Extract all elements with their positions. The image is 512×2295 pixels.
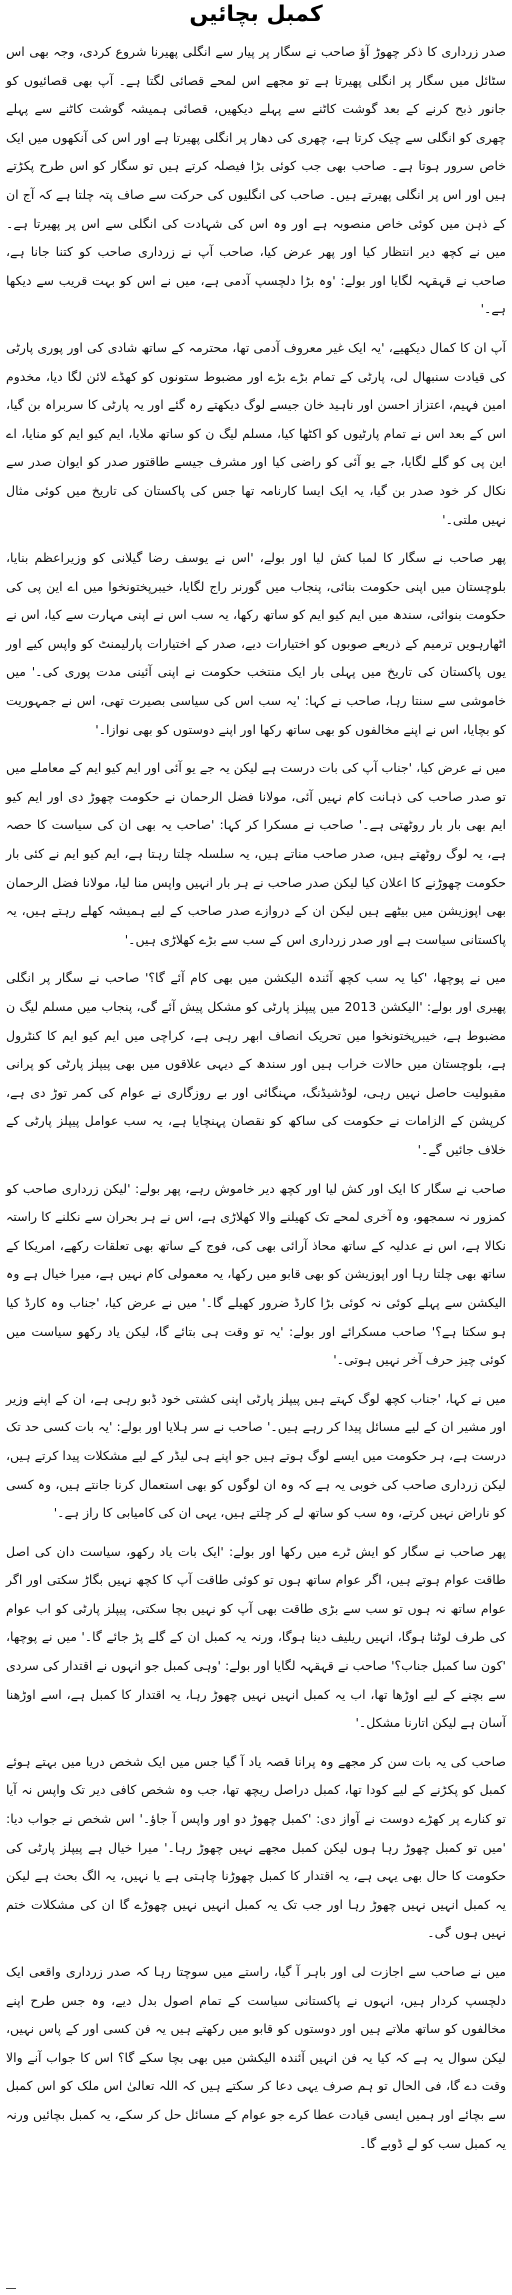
article-title: کمبل بچائیں (189, 2, 323, 27)
end-of-article-mark (6, 2288, 16, 2289)
article-paragraph: میں نے کہا، 'جناب کچھ لوگ کہتے ہیں پیپلز پارٹی اپنی کشتی خود ڈبو رہی ہے، ان کے اپنے وزیر اور مشیر ان کے لیے مسائل پیدا کر رہے ہیں۔' صاحب نے سر ہلایا اور بولے: 'یہ بات کسی حد تک درست ہے، ہر حکومت میں ایسے لوگ ہوتے ہیں جو اپنے ہی لیڈر کے لیے مشکلات پیدا کرتے ہیں، لیکن زرداری صاحب کی خوبی یہ ہے کہ وہ ان لوگوں کو بھی استعمال کرنا جانتے ہیں، وہ کسی کو ناراض نہیں کرتے، وہ سب کو ساتھ لے کر چلتے ہیں، یہی ان کی کامیابی کا راز ہے۔' (6, 1390, 506, 1521)
article-paragraph: آپ ان کا کمال دیکھیے، 'یہ ایک غیر معروف آدمی تھا، محترمہ کے ساتھ شادی کی اور پوری پارٹی کی قیادت سنبھال لی، پارٹی کے تمام بڑے بڑے اور مضبوط ستونوں کو کھڈے لائن لگا دیا، مخدوم امین فہیم، اعتزاز احسن اور ناہید خان جیسے لوگ دیکھتے رہ گئے اور یہ پارٹی کا سربراہ بن گیا، اس کے بعد اس نے تمام پارٹیوں کو اکٹھا کیا، مسلم لیگ ن کو ساتھ ملایا، ایم کیو ایم کو منایا، اے این پی کو گلے لگایا، جے یو آئی کو راضی کیا اور مشرف جیسے طاقتور صدر کو ایوان صدر سے نکال کر خود صدر بن گیا، یہ ایک ایسا کارنامہ تھا جس کی پاکستان کی تاریخ میں کوئی مثال نہیں ملتی۔' (6, 339, 506, 527)
article-paragraph: پھر صاحب نے سگار کو ایش ٹرے میں رکھا اور بولے: 'ایک بات یاد رکھو، سیاست دان کی اصل طاقت عوام ہوتے ہیں، اگر عوام ساتھ ہوں تو کوئی طاقت آپ کا کچھ نہیں بگاڑ سکتی اور اگر عوام ساتھ نہ ہوں تو سب سے بڑی طاقت بھی آپ کو نہیں بچا سکتی، پیپلز پارٹی کو اب عوام کی طرف لوٹنا ہوگا، انہیں ریلیف دینا ہوگا، ورنہ یہ کمبل ان کے گلے پڑ جائے گا۔' میں نے پوچھا، 'کون سا کمبل جناب؟' صاحب نے قہقہہ لگایا اور بولے: 'وہی کمبل جو انہوں نے اقتدار کی سردی سے بچنے کے لیے اوڑھا تھا، اب یہ کمبل انہیں نہیں چھوڑ رہا، یہ اقتدار کا کمبل ہے، اسے اوڑھنا آسان ہے لیکن اتارنا مشکل۔' (6, 1543, 506, 1731)
article-paragraph: میں نے عرض کیا، 'جناب آپ کی بات درست ہے لیکن یہ جے یو آئی اور ایم کیو ایم کے معاملے میں تو صدر صاحب کی ذہانت کام نہیں آئی، مولانا فضل الرحمان نے حکومت چھوڑ دی اور ایم کیو ایم بھی بار بار روٹھتی ہے۔' صاحب نے مسکرا کر کہا: 'صاحب یہ بھی ان کی سیاست کا حصہ ہے، یہ لوگ روٹھتے ہیں، صدر صاحب مناتے ہیں، یہ سلسلہ چلتا رہتا ہے، ایم کیو ایم نے کئی بار حکومت چھوڑنے کا اعلان کیا لیکن صدر صاحب نے ہر بار انہیں واپس منا لیا، مولانا فضل الرحمان بھی اپوزیشن میں بیٹھے ہیں لیکن ان کے دروازے صدر صاحب کے لیے ہمیشہ کھلے رہتے ہیں، یہ پاکستانی سیاست ہے اور صدر زرداری اس کے سب سے بڑے کھلاڑی ہیں۔' (6, 760, 506, 947)
article-paragraph: صاحب کی یہ بات سن کر مجھے وہ پرانا قصہ یاد آ گیا جس میں ایک شخص دریا میں بہتے ہوئے کمبل کو پکڑنے کے لیے کودا تھا، کمبل دراصل ریچھ تھا، جب وہ شخص کافی دیر تک واپس نہ آیا تو کنارے پر کھڑے دوست نے آواز دی: 'کمبل چھوڑ دو اور واپس آ جاؤ۔' اس شخص نے جواب دیا: 'میں تو کمبل چھوڑ رہا ہوں لیکن کمبل مجھے نہیں چھوڑ رہا۔' میرا خیال ہے پیپلز پارٹی کی حکومت کا حال بھی یہی ہے، یہ اقتدار کا کمبل چھوڑنا چاہتی ہے یا نہیں، یہ الگ بحث ہے لیکن یہ کمبل انہیں نہیں چھوڑ رہا اور جب تک یہ کمبل انہیں نہیں چھوڑے گا ان کی مشکلات ختم نہیں ہوں گی۔ (6, 1753, 506, 1941)
article-paragraph: صدر زرداری کا ذکر چھوڑ آؤ صاحب نے سگار پر پیار سے انگلی پھیرنا شروع کردی، وجہ بھی اس سٹائل میں سگار پر انگلی پھیرتا ہے تو مجھے اس لمحے قصائی لگتا ہے۔ آپ بھی قصائیوں کو جانور ذبح کرنے کے بعد گوشت کاٹنے سے پہلے دیکھیں، قصائی ہمیشہ گوشت کاٹنے سے پہلے چھری کو انگلی سے چیک کرتا ہے، چھری کی دھار پر انگلی پھیرتا ہے اور اس کی آنکھوں میں ایک خاص سرور ہوتا ہے۔ صاحب بھی جب کوئی بڑا فیصلہ کرتے ہیں تو سگار کو اس طرح پکڑتے ہیں اور اس پر انگلی پھیرتے ہیں۔ صاحب کی انگلیوں کی حرکت سے صاف پتہ چلتا ہے کہ آج ان کے ذہن میں کوئی خاص منصوبہ ہے اور وہ اس کی شہادت کی انگلی سے اس پر پھیرتا ہے۔ میں نے کچھ دیر انتظار کیا اور پھر عرض کیا، صاحب آپ نے زرداری صاحب کو کتنا جانا ہے، صاحب نے قہقہہ لگایا اور بولے: 'وہ بڑا دلچسپ آدمی ہے، میں نے اس کو بہت قریب سے دیکھا ہے۔' (6, 44, 506, 317)
article-paragraph: میں نے پوچھا، 'کیا یہ سب کچھ آئندہ الیکشن میں بھی کام آئے گا؟' صاحب نے سگار پر انگلی پھیری اور بولے: 'الیکشن 2013 میں پیپلز پارٹی کو مشکل پیش آئے گی، پنجاب میں مسلم لیگ ن مضبوط ہے، خیبرپختونخوا میں تحریک انصاف ابھر رہی ہے، کراچی میں ایم کیو ایم کا کنٹرول ہے، بلوچستان میں حالات خراب ہیں اور سندھ کے دیہی علاقوں میں بھی پیپلز پارٹی کو پرانی مقبولیت حاصل نہیں رہی، لوڈشیڈنگ، مہنگائی اور بے روزگاری نے عوام کی کمر توڑ دی ہے، کرپشن کے الزامات نے حکومت کی ساکھ کو نقصان پہنچایا ہے، یہ سب عوامل پیپلز پارٹی کے خلاف جائیں گے۔' (6, 970, 506, 1157)
article-paragraph: میں نے صاحب سے اجازت لی اور باہر آ گیا، راستے میں سوچتا رہا کہ صدر زرداری واقعی ایک دلچسپ کردار ہیں، انہوں نے پاکستانی سیاست کے تمام اصول بدل دیے، وہ جس طرح اپنے مخالفوں کو ساتھ ملاتے ہیں اور دوستوں کو قابو میں رکھتے ہیں یہ فن کسی اور کے پاس نہیں، لیکن سوال یہ ہے کہ کیا یہ فن انہیں آئندہ الیکشن میں بھی بچا سکے گا؟ اس کا جواب آنے والا وقت دے گا، فی الحال تو ہم صرف یہی دعا کر سکتے ہیں کہ اللہ تعالیٰ اس ملک کو اس کمبل سے بچائے اور ہمیں ایسی قیادت عطا کرے جو عوام کے مسائل حل کر سکے، یہ کمبل بچائیں ورنہ یہ کمبل سب کو لے ڈوبے گا۔ (6, 1964, 506, 2151)
article-body (6, 38, 506, 2158)
article-paragraph: صاحب نے سگار کا ایک اور کش لیا اور کچھ دیر خاموش رہے، پھر بولے: 'لیکن زرداری صاحب کو کمزور نہ سمجھو، وہ آخری لمحے تک کھیلنے والا کھلاڑی ہے، اس نے ہر بحران سے نکلنے کا راستہ نکالا ہے، اس نے عدلیہ کے ساتھ محاذ آرائی بھی کی، فوج کے ساتھ بھی تعلقات رکھے، امریکا کے ساتھ بھی چلتا رہا اور اپوزیشن کو بھی قابو میں رکھا، یہ معمولی کام نہیں ہے، میرا خیال ہے وہ الیکشن سے پہلے کوئی نہ کوئی بڑا کارڈ ضرور کھیلے گا۔' میں نے عرض کیا، 'جناب وہ کارڈ کیا ہو سکتا ہے؟' صاحب مسکرائے اور بولے: 'یہ تو وقت ہی بتائے گا، لیکن یاد رکھو سیاست میں کوئی چیز حرف آخر نہیں ہوتی۔' (6, 1180, 506, 1368)
article-paragraph: پھر صاحب نے سگار کا لمبا کش لیا اور بولے، 'اس نے یوسف رضا گیلانی کو وزیراعظم بنایا، بلوچستان میں اپنی حکومت بنائی، پنجاب میں گورنر راج لگایا، خیبرپختونخوا میں اے این پی کی حکومت بنوائی، سندھ میں ایم کیو ایم کو ساتھ رکھا، یہ سب اس نے اپنی مہارت سے کیا، اس نے اٹھارہویں ترمیم کے ذریعے صوبوں کو اختیارات دیے، صدر کے اختیارات پارلیمنٹ کو واپس کیے اور یوں پاکستان کی تاریخ میں پہلی بار ایک منتخب حکومت نے اپنی آئینی مدت پوری کی۔' میں خاموشی سے سنتا رہا، صاحب نے کہا: 'یہ سب اس کی سیاسی بصیرت تھی، اس نے جمہوریت کو بچایا، اس نے اپنے مخالفوں کو بھی ساتھ رکھا اور اپنے دوستوں کو بھی نوازا۔' (6, 550, 506, 737)
